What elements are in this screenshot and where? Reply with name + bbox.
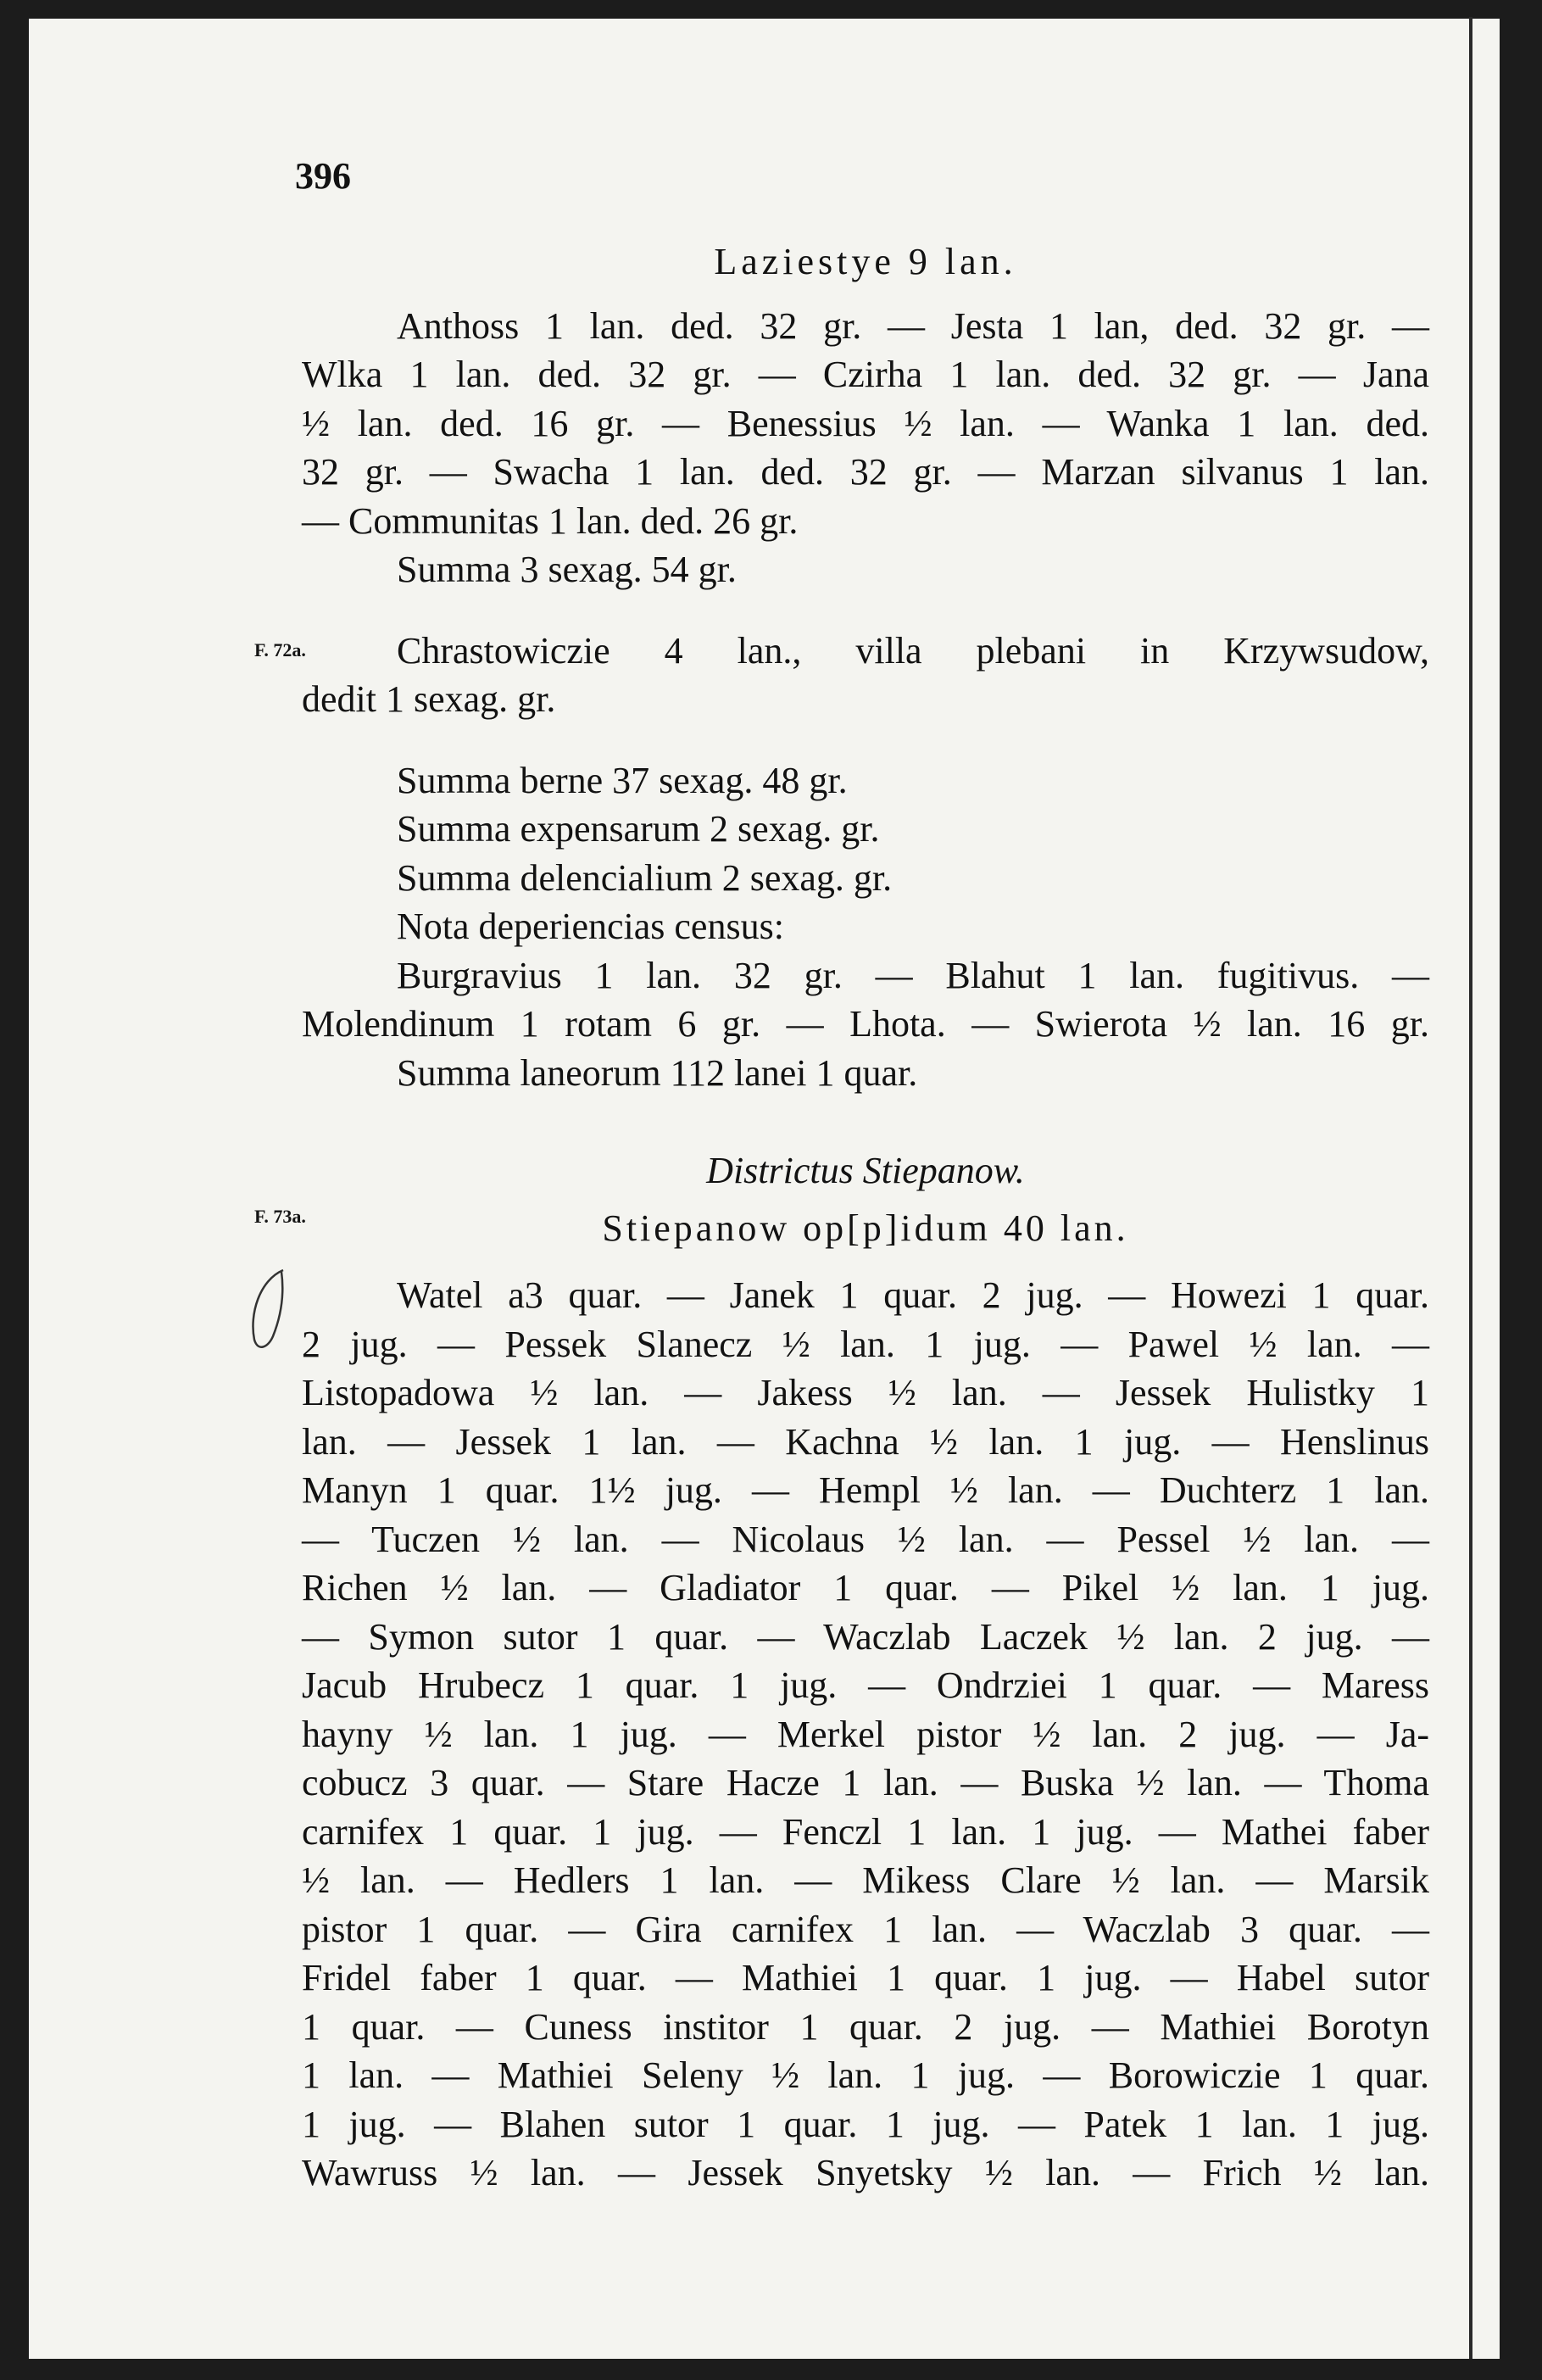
text-line: Molendinum 1 rotam 6 gr. — Lhota. — Swierota ½ lan. 16 gr.: [302, 1003, 1429, 1045]
text-line: hayny ½ lan. 1 jug. — Merkel pistor ½ lan. 2 jug. — Ja-: [302, 1713, 1429, 1755]
summa-line: Summa expensarum 2 sexag. gr.: [397, 808, 880, 850]
summa-line: Summa 3 sexag. 54 gr.: [397, 549, 737, 590]
text-line: lan. — Jessek 1 lan. — Kachna ½ lan. 1 jug. — Henslinus: [302, 1420, 1429, 1463]
text-line: — Symon sutor 1 quar. — Waczlab Laczek ½ lan. 2 jug. —: [302, 1615, 1429, 1658]
text-line: Watel a3 quar. — Janek 1 quar. 2 jug. — Howezi 1 quar.: [397, 1274, 1429, 1316]
text-line: 2 jug. — Pessek Slanecz ½ lan. 1 jug. — Pawel ½ lan. —: [302, 1323, 1429, 1365]
summa-line: Summa berne 37 sexag. 48 gr.: [397, 759, 848, 801]
handwritten-mark: [242, 1263, 302, 1357]
text-line: Richen ½ lan. — Gladiator 1 quar. — Pikel ½ lan. 1 jug.: [302, 1567, 1429, 1608]
text-line: — Communitas 1 lan. ded. 26 gr.: [302, 499, 799, 542]
district-heading: Districtus Stiepanow.: [706, 1150, 1025, 1191]
nota-line: Nota deperiencias census:: [397, 906, 784, 947]
heading-stiepanow: Stiepanow op[p]idum 40 lan.: [602, 1207, 1129, 1249]
text-line: 32 gr. — Swacha 1 lan. ded. 32 gr. — Marzan silvanus 1 lan.: [302, 451, 1429, 493]
text-line: ½ lan. — Hedlers 1 lan. — Mikess Clare ½ lan. — Marsik: [302, 1859, 1429, 1901]
text-line: 1 jug. — Blahen sutor 1 quar. 1 jug. — Patek 1 lan. 1 jug.: [302, 2103, 1429, 2145]
page: [29, 19, 1500, 2359]
text-line: dedit 1 sexag. gr.: [302, 678, 556, 720]
text-line: Jacub Hrubecz 1 quar. 1 jug. — Ondrziei 1 quar. — Maress: [302, 1664, 1429, 1706]
summa-line: Summa delencialium 2 sexag. gr.: [397, 856, 893, 899]
text-line: ½ lan. ded. 16 gr. — Benessius ½ lan. — Wanka 1 lan. ded.: [302, 402, 1429, 444]
text-line: cobucz 3 quar. — Stare Hacze 1 lan. — Buska ½ lan. — Thoma: [302, 1762, 1429, 1803]
text-line: carnifex 1 quar. 1 jug. — Fenczl 1 lan. 1 jug. — Mathei faber: [302, 1810, 1429, 1853]
text-line: pistor 1 quar. — Gira carnifex 1 lan. — Waczlab 3 quar. —: [302, 1908, 1429, 1950]
margin-note-f73a: F. 73a.: [254, 1206, 306, 1227]
page-edge-divider: [1469, 17, 1472, 2359]
text-block: [302, 237, 1429, 2198]
text-line: Wlka 1 lan. ded. 32 gr. — Czirha 1 lan. ded. 32 gr. — Jana: [302, 354, 1429, 395]
page-number: 396: [295, 155, 351, 197]
summa-line: Summa laneorum 112 lanei 1 quar.: [397, 1051, 918, 1094]
text-line: Listopadowa ½ lan. — Jakess ½ lan. — Jessek Hulistky 1: [302, 1372, 1429, 1413]
text-line: 1 quar. — Cuness institor 1 quar. 2 jug. — Mathiei Borotyn: [302, 2005, 1429, 2048]
margin-note-f72a: F. 72a.: [254, 639, 306, 660]
text-line: Manyn 1 quar. 1½ jug. — Hempl ½ lan. — Duchterz 1 lan.: [302, 1469, 1429, 1511]
heading-chrastowiczie: Chrastowiczie 4 lan., villa plebani in Krzywsudow,: [397, 629, 1429, 672]
heading-laziestye: Laziestye 9 lan.: [714, 241, 1017, 282]
text-line: Wawruss ½ lan. — Jessek Snyetsky ½ lan. — Frich ½ lan.: [302, 2152, 1429, 2193]
text-line: Anthoss 1 lan. ded. 32 gr. — Jesta 1 lan, ded. 32 gr. —: [397, 304, 1429, 347]
text-line: Burgravius 1 lan. 32 gr. — Blahut 1 lan. fugitivus. —: [397, 954, 1429, 996]
text-line: — Tuczen ½ lan. — Nicolaus ½ lan. — Pessel ½ lan. —: [302, 1518, 1429, 1560]
text-line: Fridel faber 1 quar. — Mathiei 1 quar. 1 jug. — Habel sutor: [302, 1957, 1429, 1998]
text-line: 1 lan. — Mathiei Seleny ½ lan. 1 jug. — Borowiczie 1 quar.: [302, 2054, 1429, 2096]
